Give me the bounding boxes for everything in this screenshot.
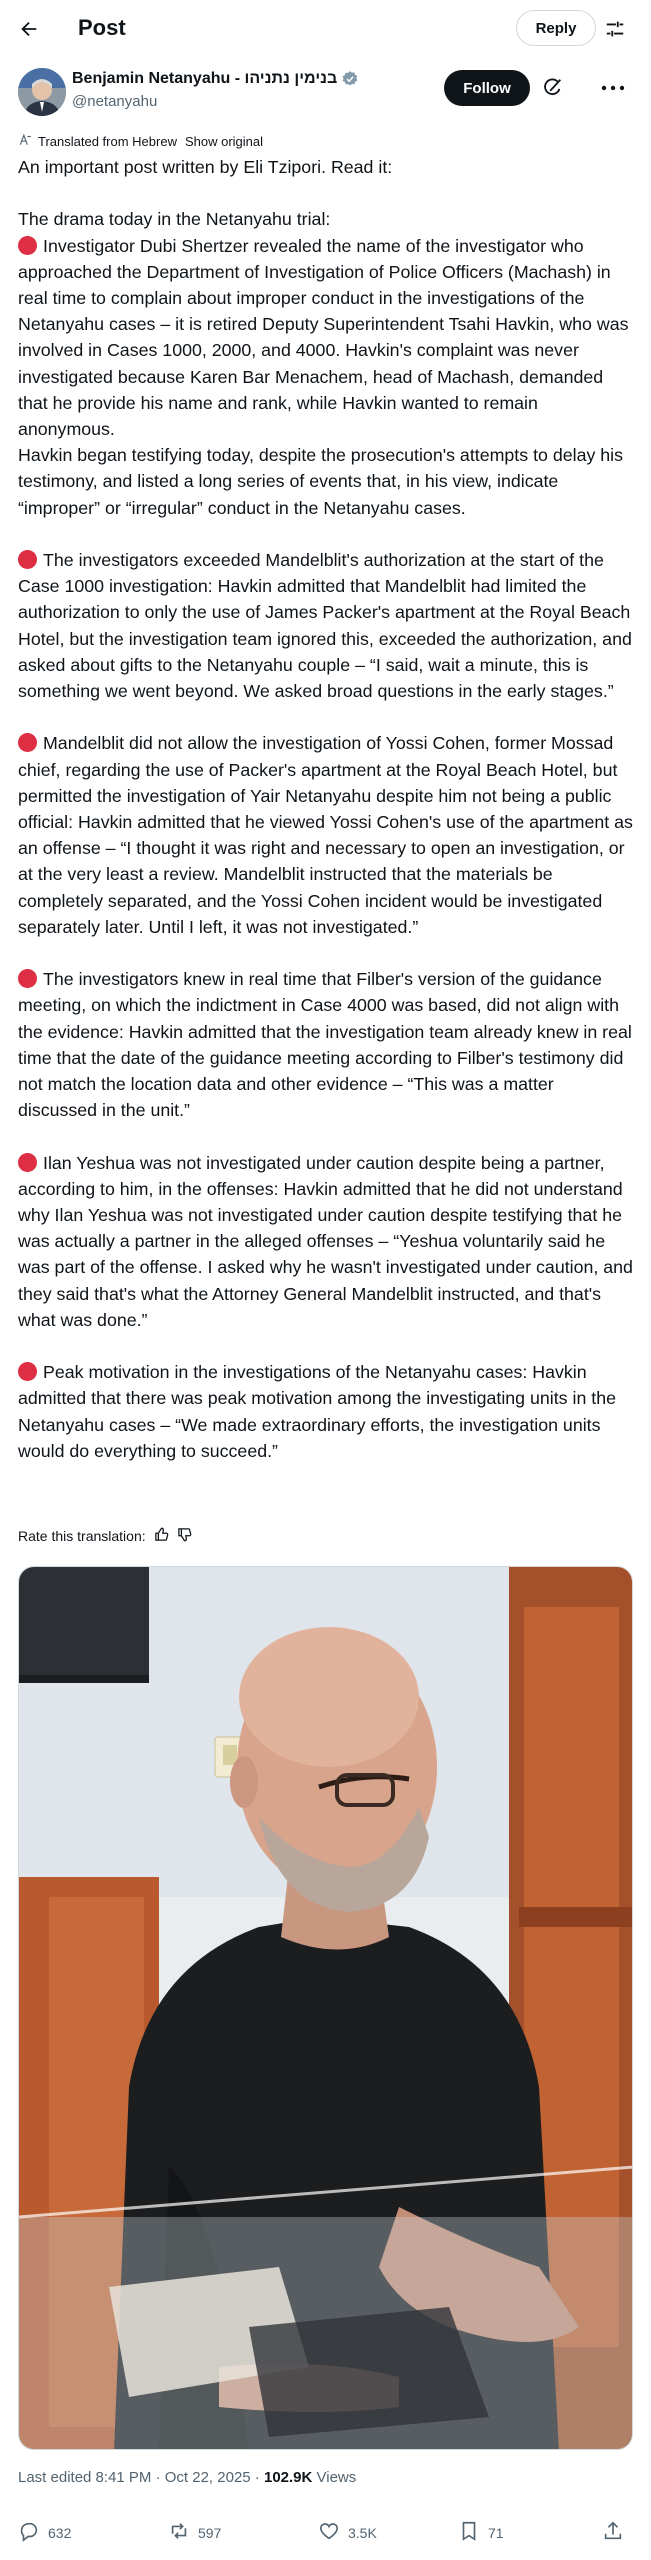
back-arrow-icon[interactable] (14, 14, 44, 44)
grok-icon[interactable] (540, 75, 566, 101)
paragraph (18, 1150, 636, 1333)
views-count: 102.9K (263, 2469, 313, 2486)
paragraph (18, 1359, 636, 1464)
post-photo[interactable] (18, 1566, 633, 2450)
paragraph-text: Peak motivation in the investigations of the Netanyahu cases: Havkin admitted that there was peak motivation among the investigating units in the Netanyahu cases – “We made extraordinary efforts, the investigation units would do everything to succeed.” (18, 1362, 616, 1461)
paragraph-text: Mandelblit did not allow the investigation of Yossi Cohen, former Mossad chief, regarding the use of Packer's apartment at the Royal Beach Hotel, but permitted the investigation of Yair Netanyahu despite him not being a public official: Havkin admitted that he viewed Yossi Cohen's use of the apartment as an offense – “I thought it was right and necessary to open an investigation, or at the very least a review. Mandelblit instructed that the materials be completely separated, and the Yossi Cohen incident would be investigated separately later. Until I left, it was not investigated.” (18, 733, 633, 937)
share-icon (602, 2520, 624, 2545)
like-icon (318, 2520, 340, 2545)
like-count: 3.5K (348, 2524, 377, 2541)
thumbs-up-icon[interactable] (154, 1527, 169, 1545)
paragraph (18, 547, 636, 704)
red-circle-icon (18, 1153, 37, 1172)
share-action[interactable] (602, 2520, 624, 2545)
translate-icon (18, 133, 32, 150)
paragraph: An important post written by Eli Tzipori. Read it: (18, 157, 393, 177)
paragraph-text: Investigator Dubi Shertzer revealed the name of the investigator who approached the Department of Investigation of Police Officers (Machash) in real time to complain about improper conduct in the investigations of the Netanyahu cases – it is retired Deputy Superintendent Tsahi Havkin, who was involved in Cases 1000, 2000, and 4000. Havkin's complaint was never investigated because Karen Bar Menachem, head of Machash, demanded that he provide his name and rank, while Havkin wanted to remain anonymous. (18, 235, 629, 440)
repost-action[interactable] (168, 2520, 221, 2545)
post-meta (18, 2469, 356, 2486)
author-name-text[interactable]: Benjamin Netanyahu - בנימין נתניהו (72, 70, 338, 87)
rate-label: Rate this translation: (18, 1528, 146, 1544)
paragraph: The drama today in the Netanyahu trial: (18, 209, 331, 230)
like-action[interactable] (318, 2520, 377, 2545)
reply-count: 632 (48, 2524, 72, 2541)
red-circle-icon (18, 1362, 37, 1381)
author-name[interactable] (72, 70, 359, 88)
red-circle-icon (18, 733, 37, 752)
translation-label: Translated from Hebrew (38, 134, 177, 149)
reply-action[interactable] (18, 2520, 71, 2545)
action-bar (0, 2520, 651, 2560)
follow-button[interactable]: Follow (444, 70, 530, 106)
red-circle-icon (18, 236, 37, 255)
author-handle[interactable]: @netanyahu (72, 93, 158, 110)
verified-badge-icon (341, 70, 359, 88)
post-text (18, 154, 636, 1464)
paragraph (18, 233, 636, 443)
page-title: Post (78, 15, 126, 40)
rate-translation (18, 1527, 192, 1545)
reply-icon (18, 2520, 40, 2545)
translation-notice (18, 133, 263, 150)
show-original-link[interactable]: Show original (184, 134, 264, 149)
red-circle-icon (18, 969, 37, 988)
paragraph-text: Ilan Yeshua was not investigated under caution despite being a partner, according to him, in the offenses: Havkin admitted that he did not understand why Ilan Yeshua was not investigated under caution despite testifying that he was actually a partner in the alleged offenses – “Yeshua voluntarily said he was part of the offense. I asked why he wasn't investigated under caution, and they said that's what the Attorney General Mandelblit instructed, and that's what was done.” (18, 1152, 633, 1330)
top-bar (0, 0, 651, 58)
paragraph-text: The investigators knew in real time that Filber's version of the guidance meeting, on which the indictment in Case 4000 was based, did not align with the evidence: Havkin admitted that the investigation team already knew in real time that the date of the guidance meeting according to Filber's testimony did not match the location data and other evidence – “This was a matter discussed in the unit.” (18, 969, 632, 1121)
paragraph (18, 730, 636, 940)
repost-count: 597 (198, 2524, 222, 2541)
more-icon[interactable] (598, 75, 628, 101)
bookmark-icon (458, 2520, 480, 2545)
bookmark-count: 71 (488, 2524, 504, 2541)
bookmark-action[interactable] (458, 2520, 504, 2545)
repost-icon (168, 2520, 190, 2545)
paragraph (18, 966, 636, 1123)
tune-icon[interactable] (600, 14, 630, 44)
avatar[interactable] (18, 68, 66, 116)
thumbs-down-icon[interactable] (177, 1527, 192, 1545)
views-label: Views (312, 2469, 357, 2486)
paragraph-text: The investigators exceeded Mandelblit's authorization at the start of the Case 1000 investigation: Havkin admitted that Mandelblit had limited the authorization to only the use of James Packer's apartment at the Royal Beach Hotel, but the investigation team ignored this, exceeded the authorization, and asked about gifts to the Netanyahu couple – “I said, wait a minute, this is something we went beyond. We asked broad questions in the early stages.” (18, 550, 632, 702)
edited-timestamp[interactable]: Last edited 8:41 PM · Oct 22, 2025 · (18, 2469, 264, 2486)
paragraph: Havkin began testifying today, despite the prosecution's attempts to delay his testimony, and listed a long series of events that, in his view, indicate “improper” or “irregular” conduct in the Netanyahu cases. (18, 445, 624, 518)
red-circle-icon (18, 550, 37, 569)
reply-button[interactable]: Reply (516, 10, 596, 46)
